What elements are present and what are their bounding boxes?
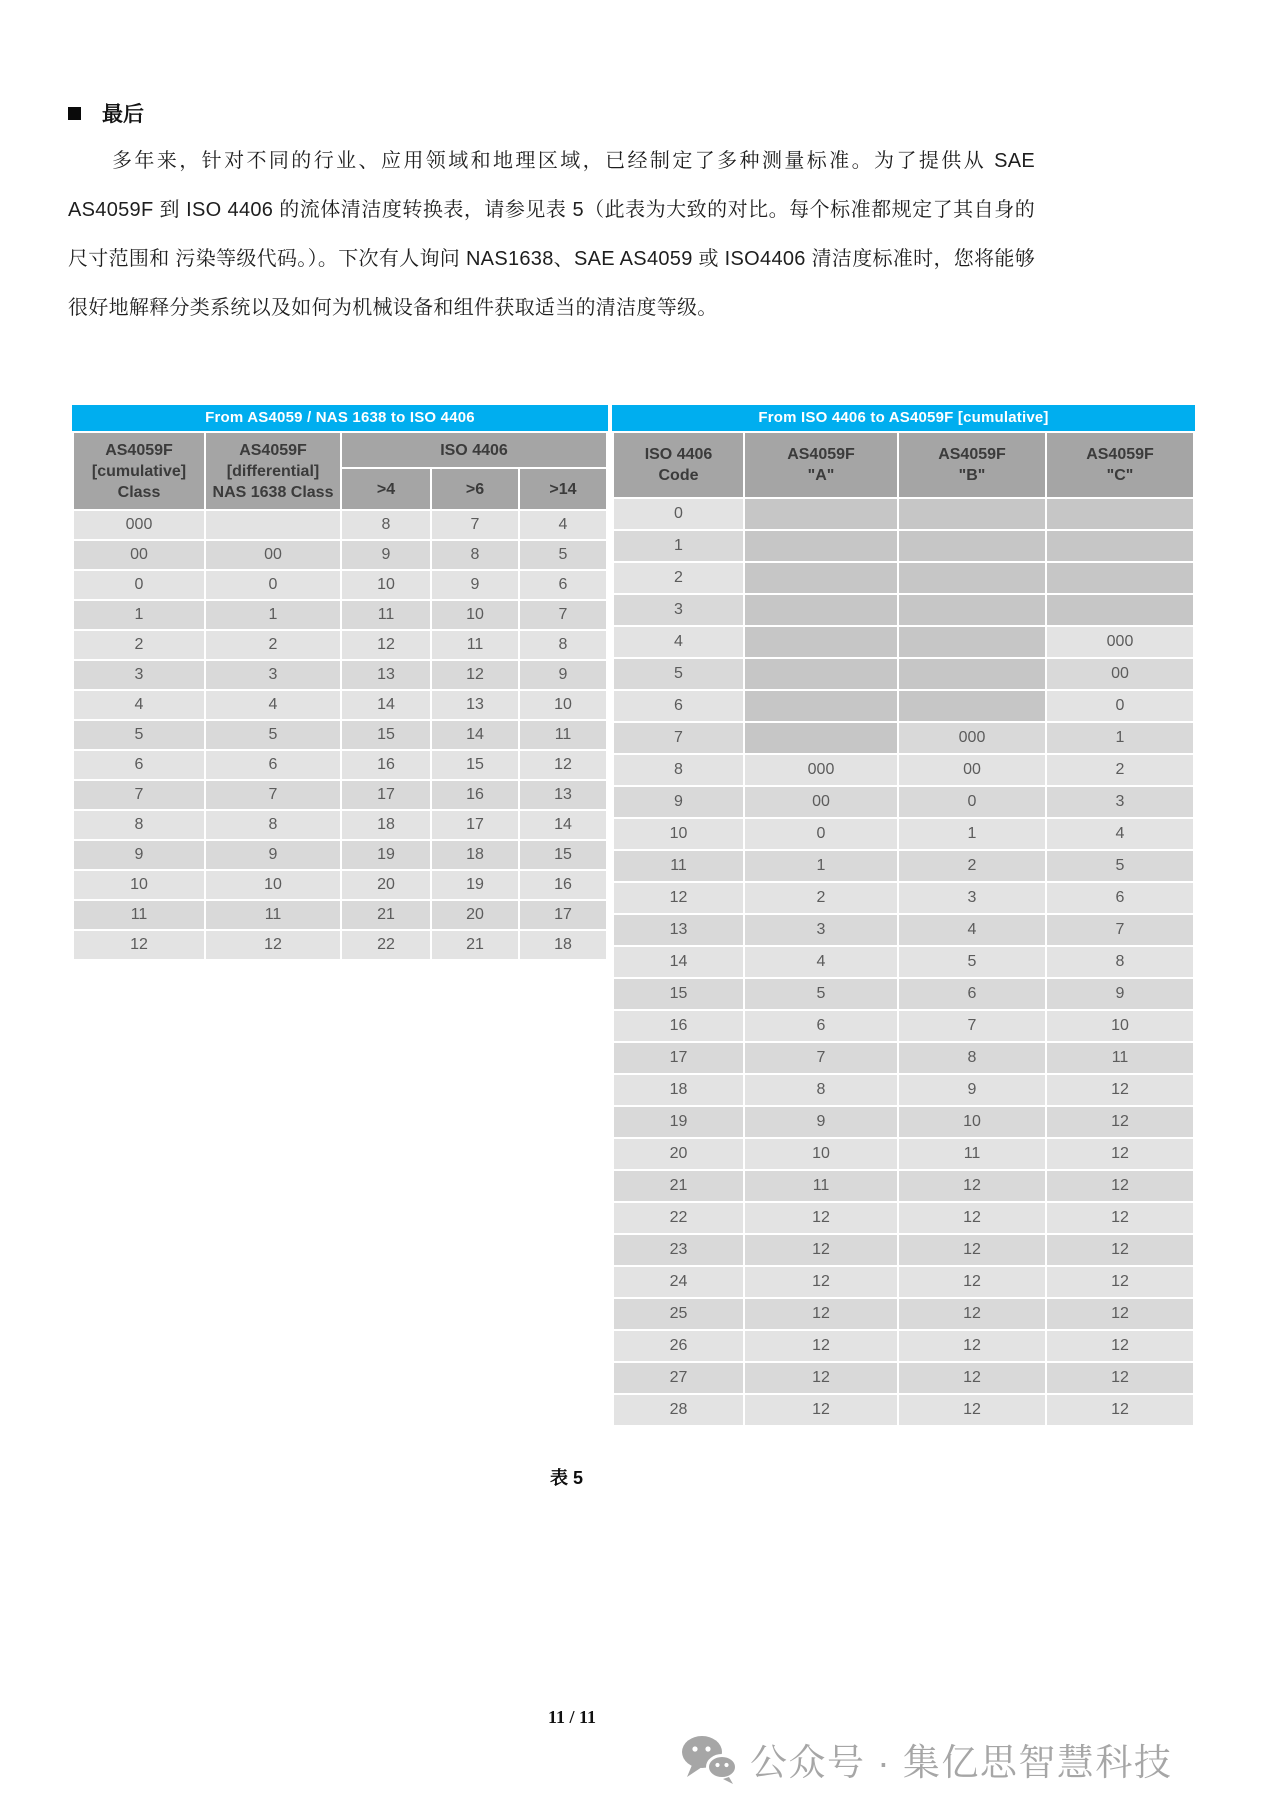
table-cell: 9 [206,841,340,869]
table-cell: 10 [745,1139,897,1169]
table-cell: 10 [432,601,518,629]
table-row [614,1011,1193,1041]
table-row [614,531,1193,561]
table-cell: 11 [1047,1043,1193,1073]
table-cell: 8 [432,541,518,569]
table-cell [899,499,1045,529]
table-cell: 3 [1047,787,1193,817]
square-bullet-icon [68,107,81,120]
table-row [614,499,1193,529]
table-row [614,627,1193,657]
table-cell: 23 [614,1235,743,1265]
table-cell: 5 [74,721,204,749]
table-cell: 12 [1047,1107,1193,1137]
table-cell: 11 [74,901,204,929]
table-cell: 12 [74,931,204,959]
table-cell: 00 [74,541,204,569]
table-cell [745,595,897,625]
table-cell: 12 [1047,1235,1193,1265]
table-cell: 11 [432,631,518,659]
table-cell: 9 [745,1107,897,1137]
table-cell [1047,563,1193,593]
table-row [614,1299,1193,1329]
table-cell: 15 [432,751,518,779]
left-table-title: From AS4059 / NAS 1638 to ISO 4406 [72,405,608,431]
table-row [614,1331,1193,1361]
table-cell: 11 [342,601,430,629]
table-cell: 10 [520,691,606,719]
table-cell: 00 [899,755,1045,785]
table-cell: 000 [745,755,897,785]
table-row [74,931,606,959]
table-cell: 5 [1047,851,1193,881]
table-row [74,841,606,869]
col-header-gt4: >4 [342,469,430,509]
table-row [74,811,606,839]
header-line: [cumulative] [91,462,187,480]
table-cell [745,659,897,689]
table-row [74,541,606,569]
table-cell: 12 [1047,1267,1193,1297]
table-cell: 2 [74,631,204,659]
header-line: NAS 1638 Class [212,483,334,501]
table-cell: 7 [614,723,743,753]
table-cell: 18 [614,1075,743,1105]
table-row [74,781,606,809]
table-cell: 8 [614,755,743,785]
table-cell: 18 [520,931,606,959]
table-row [74,721,606,749]
table-cell: 3 [745,915,897,945]
table-cell [899,627,1045,657]
table-cell: 00 [206,541,340,569]
table-cell: 21 [614,1171,743,1201]
table-cell: 12 [342,631,430,659]
col-header-iso4406-code [614,433,743,497]
table-cell: 4 [745,947,897,977]
table-row [614,723,1193,753]
table-cell: 12 [1047,1171,1193,1201]
col-header-gt14: >14 [520,469,606,509]
table-cell: 8 [1047,947,1193,977]
table-cell: 2 [899,851,1045,881]
table-cell: 0 [1047,691,1193,721]
table-row [74,433,606,467]
table-row [74,691,606,719]
header-line: [differential] [226,462,320,480]
table-row [74,511,606,539]
table-cell: 5 [206,721,340,749]
table-cell [899,563,1045,593]
table-cell: 22 [614,1203,743,1233]
table-cell: 12 [1047,1139,1193,1169]
table-row [74,751,606,779]
header-line: AS4059F [105,441,173,459]
table-cell: 20 [614,1139,743,1169]
table-cell: 10 [342,571,430,599]
table-cell: 20 [432,901,518,929]
table-cell: 12 [745,1331,897,1361]
col-header-as4059f-b [899,433,1045,497]
table-cell: 6 [74,751,204,779]
col-header-gt6: >6 [432,469,518,509]
table-caption: 表 5 [550,1468,584,1488]
table-cell: 4 [614,627,743,657]
right-conversion-table [612,405,1195,1427]
table-cell: 9 [899,1075,1045,1105]
table-cell: 0 [74,571,204,599]
right-table-title: From ISO 4406 to AS4059F [cumulative] [612,405,1195,431]
col-header-iso4406-group: ISO 4406 [342,433,606,467]
right-table-header [614,433,1193,497]
body-paragraph: 多年来，针对不同的行业、应用领域和地理区域，已经制定了多种测量标准。为了提供从 SAE AS4059F 到 ISO 4406 的流体清洁度转换表，请参见表 5（此表为大致的对比。每个标准都规定了其自身的尺寸范围和 污染等级代码。）。下次有人询问 NAS1638、SAE AS4059 或 ISO4406 清洁度标准时，您将能够很好地解释分类系统以及如何为机械设备和组件获取适当的清洁度等级。 [68,150,1035,319]
table-cell: 000 [899,723,1045,753]
table-cell [745,627,897,657]
left-conversion-table [72,405,608,961]
header-line: AS4059F [239,441,307,459]
table-cell: 20 [342,871,430,899]
table-cell: 000 [74,511,204,539]
table-cell: 2 [614,563,743,593]
table-cell: 17 [520,901,606,929]
table-cell: 12 [1047,1203,1193,1233]
table-cell: 5 [899,947,1045,977]
table-cell: 12 [899,1171,1045,1201]
table-cell: 8 [74,811,204,839]
table-cell: 9 [432,571,518,599]
table-row [614,1203,1193,1233]
table-row [614,1267,1193,1297]
watermark-text: 公众号 · 集亿思智慧科技 [750,1742,1173,1783]
table-row [614,979,1193,1009]
table-cell: 6 [1047,883,1193,913]
right-table-body [614,499,1193,1425]
table-row [614,1139,1193,1169]
header-line: Code [658,467,699,484]
table-row [614,947,1193,977]
table-cell: 7 [432,511,518,539]
table-cell: 12 [745,1363,897,1393]
table-cell: 12 [899,1331,1045,1361]
table-cell: 14 [520,811,606,839]
header-line: "A" [807,467,835,484]
table-cell: 18 [342,811,430,839]
table-row [614,915,1193,945]
table-cell: 14 [342,691,430,719]
table-row [74,901,606,929]
table-cell: 13 [520,781,606,809]
table-cell [745,691,897,721]
table-cell: 00 [1047,659,1193,689]
table-cell: 13 [432,691,518,719]
table-cell: 12 [1047,1395,1193,1425]
table-cell: 9 [614,787,743,817]
table-cell: 12 [745,1267,897,1297]
table-cell: 9 [342,541,430,569]
table-cell: 18 [432,841,518,869]
header-line: AS4059F [787,446,855,463]
table-cell: 17 [614,1043,743,1073]
table-row [614,691,1193,721]
left-table-body [74,511,606,959]
table-cell: 6 [614,691,743,721]
table-row [614,1043,1193,1073]
table-cell [206,511,340,539]
table-row [614,851,1193,881]
table-row [74,871,606,899]
table-cell: 6 [206,751,340,779]
header-line: ISO 4406 [644,446,713,463]
table-row [614,433,1193,497]
table-cell: 0 [614,499,743,529]
table-cell [899,691,1045,721]
table-cell: 2 [1047,755,1193,785]
page-number: 11 / 11 [548,1707,597,1727]
table-cell: 13 [342,661,430,689]
table-cell: 16 [520,871,606,899]
table-cell: 11 [520,721,606,749]
table-cell: 12 [520,751,606,779]
table-cell: 5 [520,541,606,569]
table-cell [745,723,897,753]
table-cell: 22 [342,931,430,959]
table-cell: 3 [614,595,743,625]
table-cell: 7 [206,781,340,809]
table-cell: 8 [342,511,430,539]
table-cell: 11 [206,901,340,929]
table-cell: 15 [520,841,606,869]
table-cell: 10 [206,871,340,899]
table-cell: 11 [614,851,743,881]
table-cell: 1 [899,819,1045,849]
table-cell: 13 [614,915,743,945]
table-cell [745,499,897,529]
table-cell [745,531,897,561]
table-cell: 19 [614,1107,743,1137]
table-cell: 8 [520,631,606,659]
col-header-as4059f-differential [206,433,340,509]
table-cell: 1 [1047,723,1193,753]
table-cell: 9 [520,661,606,689]
table-row [74,631,606,659]
right-table [612,431,1195,1427]
table-cell: 11 [899,1139,1045,1169]
table-cell: 1 [745,851,897,881]
table-cell: 21 [342,901,430,929]
table-cell [745,563,897,593]
table-cell: 6 [899,979,1045,1009]
table-cell: 12 [745,1235,897,1265]
header-line: AS4059F [938,446,1006,463]
table-cell: 12 [899,1235,1045,1265]
table-cell: 1 [614,531,743,561]
table-cell: 6 [520,571,606,599]
table-cell: 19 [432,871,518,899]
table-cell: 21 [432,931,518,959]
table-row [614,595,1193,625]
table-cell: 4 [206,691,340,719]
table-cell: 0 [899,787,1045,817]
table-cell: 15 [342,721,430,749]
table-cell: 0 [206,571,340,599]
table-row [74,601,606,629]
table-cell: 16 [432,781,518,809]
col-header-as4059f-a [745,433,897,497]
table-cell: 17 [342,781,430,809]
table-cell: 7 [899,1011,1045,1041]
left-table-header [74,433,606,509]
table-cell: 10 [614,819,743,849]
table-cell: 24 [614,1267,743,1297]
table-cell: 16 [614,1011,743,1041]
table-cell [899,659,1045,689]
header-line: "C" [1106,467,1134,484]
table-cell: 4 [899,915,1045,945]
table-row [614,1107,1193,1137]
table-cell: 00 [745,787,897,817]
table-cell: 12 [745,1395,897,1425]
header-line: AS4059F [1086,446,1154,463]
table-cell: 4 [520,511,606,539]
table-cell: 26 [614,1331,743,1361]
table-cell: 7 [1047,915,1193,945]
header-line: "B" [958,467,986,484]
wechat-icon [680,1734,738,1784]
table-cell: 12 [899,1203,1045,1233]
table-cell: 000 [1047,627,1193,657]
table-cell: 12 [745,1203,897,1233]
table-cell: 0 [745,819,897,849]
table-row [614,1235,1193,1265]
table-row [614,563,1193,593]
table-cell: 27 [614,1363,743,1393]
table-cell: 7 [745,1043,897,1073]
section-heading [68,98,144,128]
table-row [74,661,606,689]
table-cell: 12 [899,1363,1045,1393]
table-cell: 11 [745,1171,897,1201]
table-cell: 5 [614,659,743,689]
table-cell: 12 [1047,1299,1193,1329]
table-row [614,659,1193,689]
table-cell: 4 [1047,819,1193,849]
col-header-as4059f-cumulative [74,433,204,509]
table-row [614,787,1193,817]
table-cell: 7 [74,781,204,809]
table-cell [1047,499,1193,529]
table-cell: 1 [206,601,340,629]
table-cell: 12 [614,883,743,913]
table-cell: 12 [745,1299,897,1329]
col-header-as4059f-c [1047,433,1193,497]
table-cell [1047,531,1193,561]
table-cell: 2 [745,883,897,913]
table-cell: 12 [206,931,340,959]
watermark [680,1732,1172,1786]
table-cell: 9 [1047,979,1193,1009]
table-cell: 15 [614,979,743,1009]
table-row [74,571,606,599]
left-table [72,431,608,961]
table-row [614,1075,1193,1105]
table-row [614,883,1193,913]
table-cell: 14 [432,721,518,749]
table-cell: 19 [342,841,430,869]
table-cell: 28 [614,1395,743,1425]
section-heading-text: 最后 [102,103,144,126]
table-cell: 3 [74,661,204,689]
table-cell: 12 [432,661,518,689]
table-cell: 8 [899,1043,1045,1073]
table-cell: 12 [1047,1363,1193,1393]
header-line: Class [117,483,161,501]
table-cell: 12 [1047,1075,1193,1105]
table-cell: 17 [432,811,518,839]
table-cell: 12 [899,1267,1045,1297]
table-cell: 1 [74,601,204,629]
table-cell [1047,595,1193,625]
table-cell: 3 [206,661,340,689]
table-cell: 9 [74,841,204,869]
table-cell: 5 [745,979,897,1009]
table-cell: 3 [899,883,1045,913]
table-cell: 16 [342,751,430,779]
table-cell: 10 [74,871,204,899]
table-cell [899,595,1045,625]
table-cell [899,531,1045,561]
table-cell: 6 [745,1011,897,1041]
table-cell: 8 [745,1075,897,1105]
table-row [614,1395,1193,1425]
table-cell: 12 [899,1395,1045,1425]
table-row [614,1171,1193,1201]
table-cell: 10 [899,1107,1045,1137]
table-cell: 25 [614,1299,743,1329]
table-cell: 10 [1047,1011,1193,1041]
table-cell: 12 [899,1299,1045,1329]
table-cell: 8 [206,811,340,839]
table-cell: 14 [614,947,743,977]
table-row [614,819,1193,849]
table-row [614,1363,1193,1393]
table-row [614,755,1193,785]
table-cell: 4 [74,691,204,719]
table-cell: 7 [520,601,606,629]
table-cell: 2 [206,631,340,659]
table-cell: 12 [1047,1331,1193,1361]
